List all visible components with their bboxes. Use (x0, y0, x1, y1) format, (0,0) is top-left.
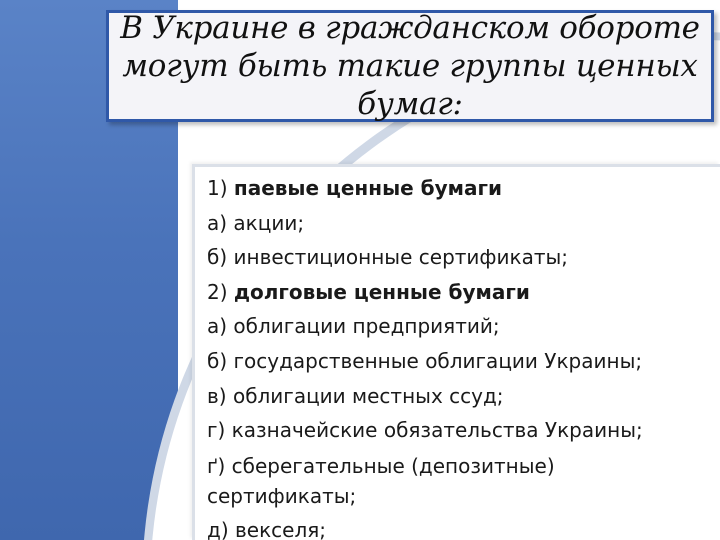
slide-title: В Украине в гражданском обороте могут быть такие группы ценных бумаг: (120, 10, 700, 122)
item-text: государственные облигации Украины; (233, 348, 643, 373)
list-item (207, 448, 720, 513)
item-marker: ґ) (207, 453, 226, 478)
securities-list (195, 167, 720, 540)
list-item (207, 379, 720, 414)
item-marker: б) (207, 245, 228, 270)
content-box (192, 164, 720, 540)
list-item (207, 171, 720, 206)
item-marker: 1) (207, 176, 228, 200)
item-marker: б) (207, 348, 228, 373)
title-box (106, 10, 714, 122)
item-marker: а) (207, 210, 228, 235)
item-text: инвестиционные сертификаты; (233, 245, 569, 270)
list-item (207, 309, 720, 344)
list-item (207, 413, 720, 448)
item-text: сберегательные (депозитные) сертификаты; (207, 453, 555, 508)
list-item (207, 206, 720, 241)
item-text: долговые ценные бумаги (233, 279, 530, 304)
item-marker: в) (207, 383, 227, 408)
item-text: облигации местных ссуд; (232, 383, 504, 408)
item-text: облигации предприятий; (233, 314, 500, 339)
list-item (207, 240, 720, 275)
item-text: паевые ценные бумаги (233, 176, 502, 200)
list-item (207, 513, 720, 540)
item-marker: 2) (207, 279, 228, 304)
list-item (207, 344, 720, 379)
item-text: казначейские обязательства Украины; (231, 418, 643, 443)
item-text: векселя; (235, 517, 327, 540)
item-marker: д) (207, 517, 229, 540)
item-marker: а) (207, 314, 228, 339)
item-text: акции; (233, 210, 305, 235)
item-marker: г) (207, 418, 226, 443)
list-item (207, 275, 720, 310)
